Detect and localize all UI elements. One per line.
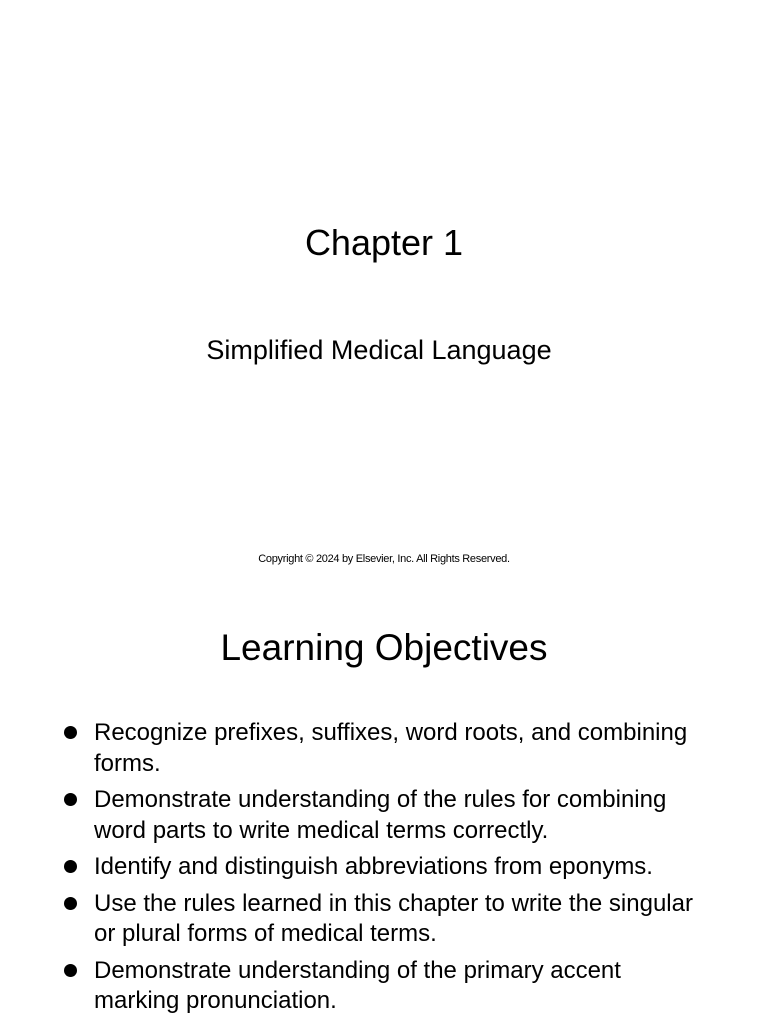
bullet-icon [64,726,77,739]
objective-text: Recognize prefixes, suffixes, word roots, and combining forms. [94,719,688,777]
learning-objectives-slide [0,590,768,1024]
bullet-icon [64,860,77,873]
chapter-subtitle: Simplified Medical Language [206,335,552,365]
list-item [62,852,712,883]
copyright-notice: Copyright © 2024 by Elsevier, Inc. All Rights Reserved. [258,553,510,565]
list-item [62,956,712,1017]
objective-text: Demonstrate understanding of the rules for combining word parts to write medical terms correctly. [94,786,667,844]
objectives-title: Learning Objectives [220,627,548,668]
objective-text: Use the rules learned in this chapter to write the singular or plural forms of medical terms. [94,889,693,947]
bullet-icon [64,964,77,977]
list-item [62,889,712,950]
bullet-icon [64,897,77,910]
objective-text: Identify and distinguish abbreviations from eponyms. [94,853,653,880]
list-item [62,718,712,779]
objective-text: Demonstrate understanding of the primary accent marking pronunciation. [94,956,621,1014]
bullet-icon [64,793,77,806]
objectives-list [62,718,712,1023]
chapter-title: Chapter 1 [304,222,464,263]
list-item [62,785,712,846]
